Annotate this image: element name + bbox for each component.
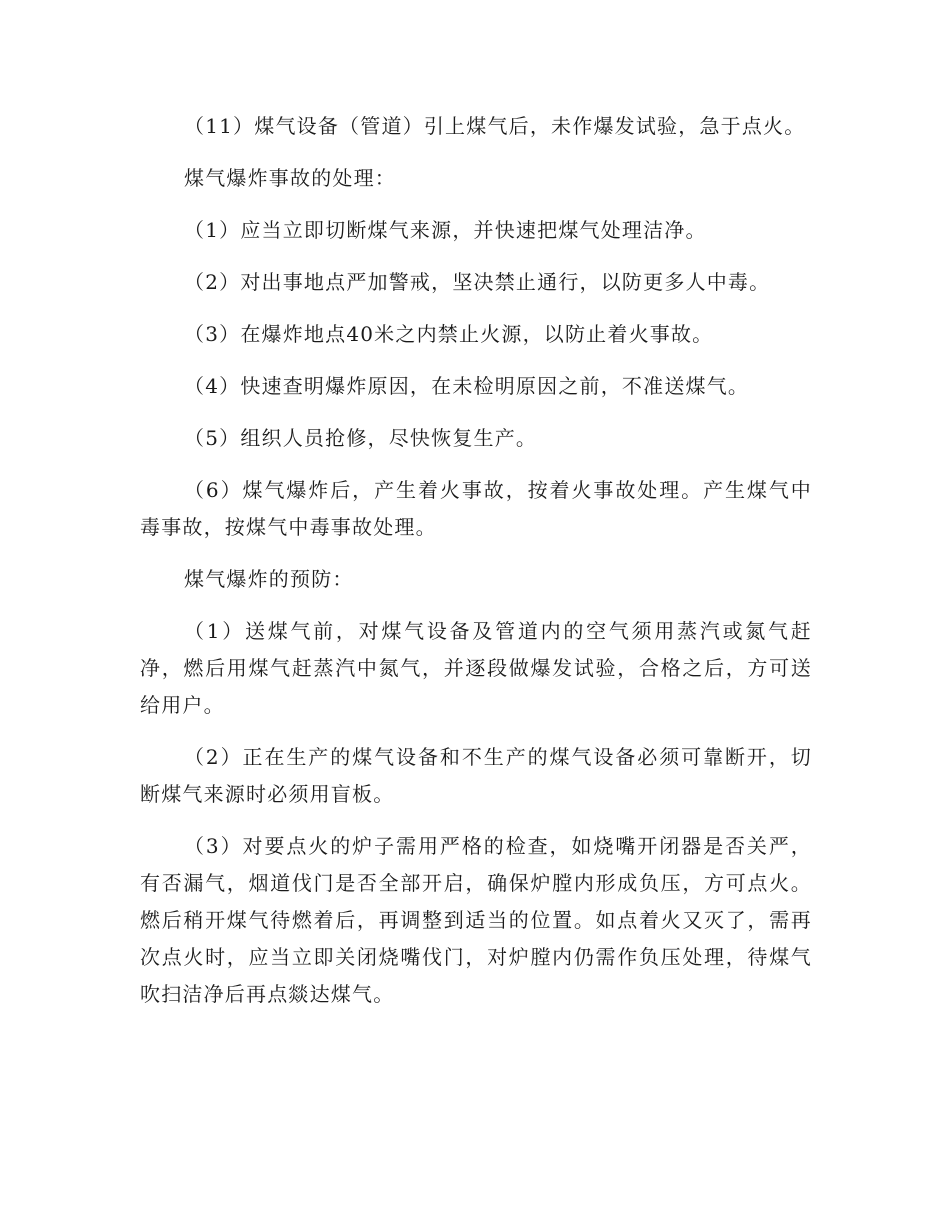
paragraph-gap (140, 301, 812, 316)
paragraph-handling-6: （6）煤气爆炸后，产生着火事故，按着火事故处理。产生煤气中毒事故，按煤气中毒事故处理。 (140, 478, 812, 539)
paragraph-handling-4: （4）快速查明爆炸原因，在未检明原因之前，不准送煤气。 (184, 374, 750, 398)
paragraph-prevention-2: （2）正在生产的煤气设备和不生产的煤气设备必须可靠断开，切断煤气来源时必须用盲板。 (140, 745, 812, 806)
paragraph-handling-3: （3）在爆炸地点40米之内禁止火源，以防止着火事故。 (184, 322, 714, 346)
paragraph-gap (140, 405, 812, 420)
paragraph-gap (140, 457, 812, 472)
paragraph-handling-1: （1）应当立即切断煤气来源，并快速把煤气处理洁净。 (184, 218, 707, 242)
paragraph-gap (140, 813, 812, 828)
paragraph-gap (140, 546, 812, 561)
paragraph-gap (140, 197, 812, 212)
heading-prevention: 煤气爆炸的预防： (184, 567, 354, 591)
paragraph-cause-11: （11）煤气设备（管道）引上煤气后，未作爆发试验，急于点火。 (184, 114, 806, 138)
paragraph-gap (140, 145, 812, 160)
document-body (140, 108, 812, 1013)
paragraph-handling-2: （2）对出事地点严加警戒，坚决禁止通行，以防更多人中毒。 (184, 270, 771, 294)
paragraph-gap (140, 724, 812, 739)
paragraph-gap (140, 249, 812, 264)
paragraph-handling-5: （5）组织人员抢修，尽快恢复生产。 (184, 426, 538, 450)
paragraph-gap (140, 598, 812, 613)
paragraph-gap (140, 353, 812, 368)
heading-handling: 煤气爆炸事故的处理： (184, 166, 396, 190)
paragraph-prevention-1: （1）送煤气前，对煤气设备及管道内的空气须用蒸汽或氮气赶净，燃后用煤气赶蒸汽中氮气，并逐段做爆发试验，合格之后，方可送给用户。 (140, 619, 812, 717)
paragraph-prevention-3: （3）对要点火的炉子需用严格的检查，如烧嘴开闭器是否关严，有否漏气，烟道伐门是否全部开启，确保炉膛内形成负压，方可点火。燃后稍开煤气待燃着后，再调整到适当的位置。如点着火又灭了，需再次点火时，应当立即关闭烧嘴伐门，对炉膛内仍需作负压处理，待煤气吹扫洁净后再点燚达煤气。 (140, 834, 812, 1006)
